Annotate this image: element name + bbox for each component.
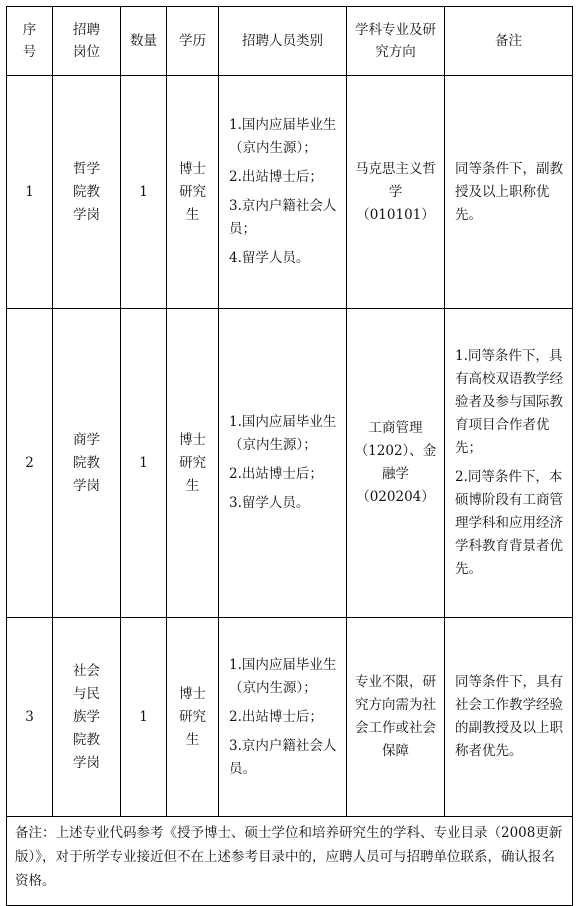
row-index: 3 (7, 618, 53, 817)
row-count: 1 (121, 309, 167, 618)
category-item: 2.出站博士后； (229, 169, 323, 185)
table-header-row (7, 7, 573, 76)
row-major: 工商管理（1202）、金融学（020204） (347, 309, 445, 618)
note-item: 同等条件下，具有社会工作教学经验的副教授及以上职称者优先。 (455, 674, 563, 759)
category-item: 3.京内户籍社会人员。 (229, 737, 337, 777)
row-major: 专业不限，研究方向需为社会工作或社会保障 (347, 618, 445, 817)
category-item: 2.出站博士后； (229, 708, 323, 725)
category-item: 4.留学人员。 (229, 250, 310, 266)
row-position: 社会与民族学院教学岗 (53, 618, 121, 817)
row-major: 马克思主义哲学（010101） (347, 76, 445, 309)
note-item: 2.同等条件下，本硕博阶段有工商管理学科和应用经济学科教育背景者优先。 (455, 469, 563, 577)
table-row (7, 618, 573, 817)
table-row (7, 309, 573, 618)
header-index: 序号 (7, 7, 53, 76)
note-item: 同等条件下，副教授及以上职称优先。 (455, 160, 563, 223)
table-remark: 备注：上述专业代码参考《授予博士、硕士学位和培养研究生的学科、专业目录（2008更新版）》，对于所学专业接近但不在上述参考目录中的，应聘人员可与招聘单位联系，确认报名资格。 (7, 817, 573, 906)
category-item: 2.出站博士后； (229, 466, 323, 482)
recruitment-table-container (6, 6, 572, 906)
row-notes (445, 309, 573, 618)
row-categories (219, 618, 347, 817)
table-row (7, 76, 573, 309)
category-item: 3.留学人员。 (229, 495, 310, 511)
category-item: 1.国内应届毕业生（京内生源）； (229, 414, 337, 453)
row-education: 博士研究生 (167, 309, 219, 618)
recruitment-table (6, 6, 573, 906)
row-count: 1 (121, 618, 167, 817)
row-categories (219, 76, 347, 309)
header-category: 招聘人员类别 (219, 7, 347, 76)
category-item: 3.京内户籍社会人员； (229, 198, 337, 237)
row-notes (445, 76, 573, 309)
row-index: 1 (7, 76, 53, 309)
category-item: 1.国内应届毕业生（京内生源）； (229, 656, 337, 696)
header-position: 招聘岗位 (53, 7, 121, 76)
header-notes: 备注 (445, 7, 573, 76)
row-count: 1 (121, 76, 167, 309)
header-education: 学历 (167, 7, 219, 76)
row-position: 商学院教学岗 (53, 309, 121, 618)
row-position: 哲学院教学岗 (53, 76, 121, 309)
row-education: 博士研究生 (167, 618, 219, 817)
row-notes (445, 618, 573, 817)
header-count: 数量 (121, 7, 167, 76)
row-categories (219, 309, 347, 618)
remark-row (7, 817, 573, 906)
note-item: 1.同等条件下，具有高校双语教学经验者及参与国际教育项目合作者优先； (455, 348, 563, 456)
category-item: 1.国内应届毕业生（京内生源）； (229, 117, 337, 156)
row-index: 2 (7, 309, 53, 618)
row-education: 博士研究生 (167, 76, 219, 309)
header-major: 学科专业及研究方向 (347, 7, 445, 76)
